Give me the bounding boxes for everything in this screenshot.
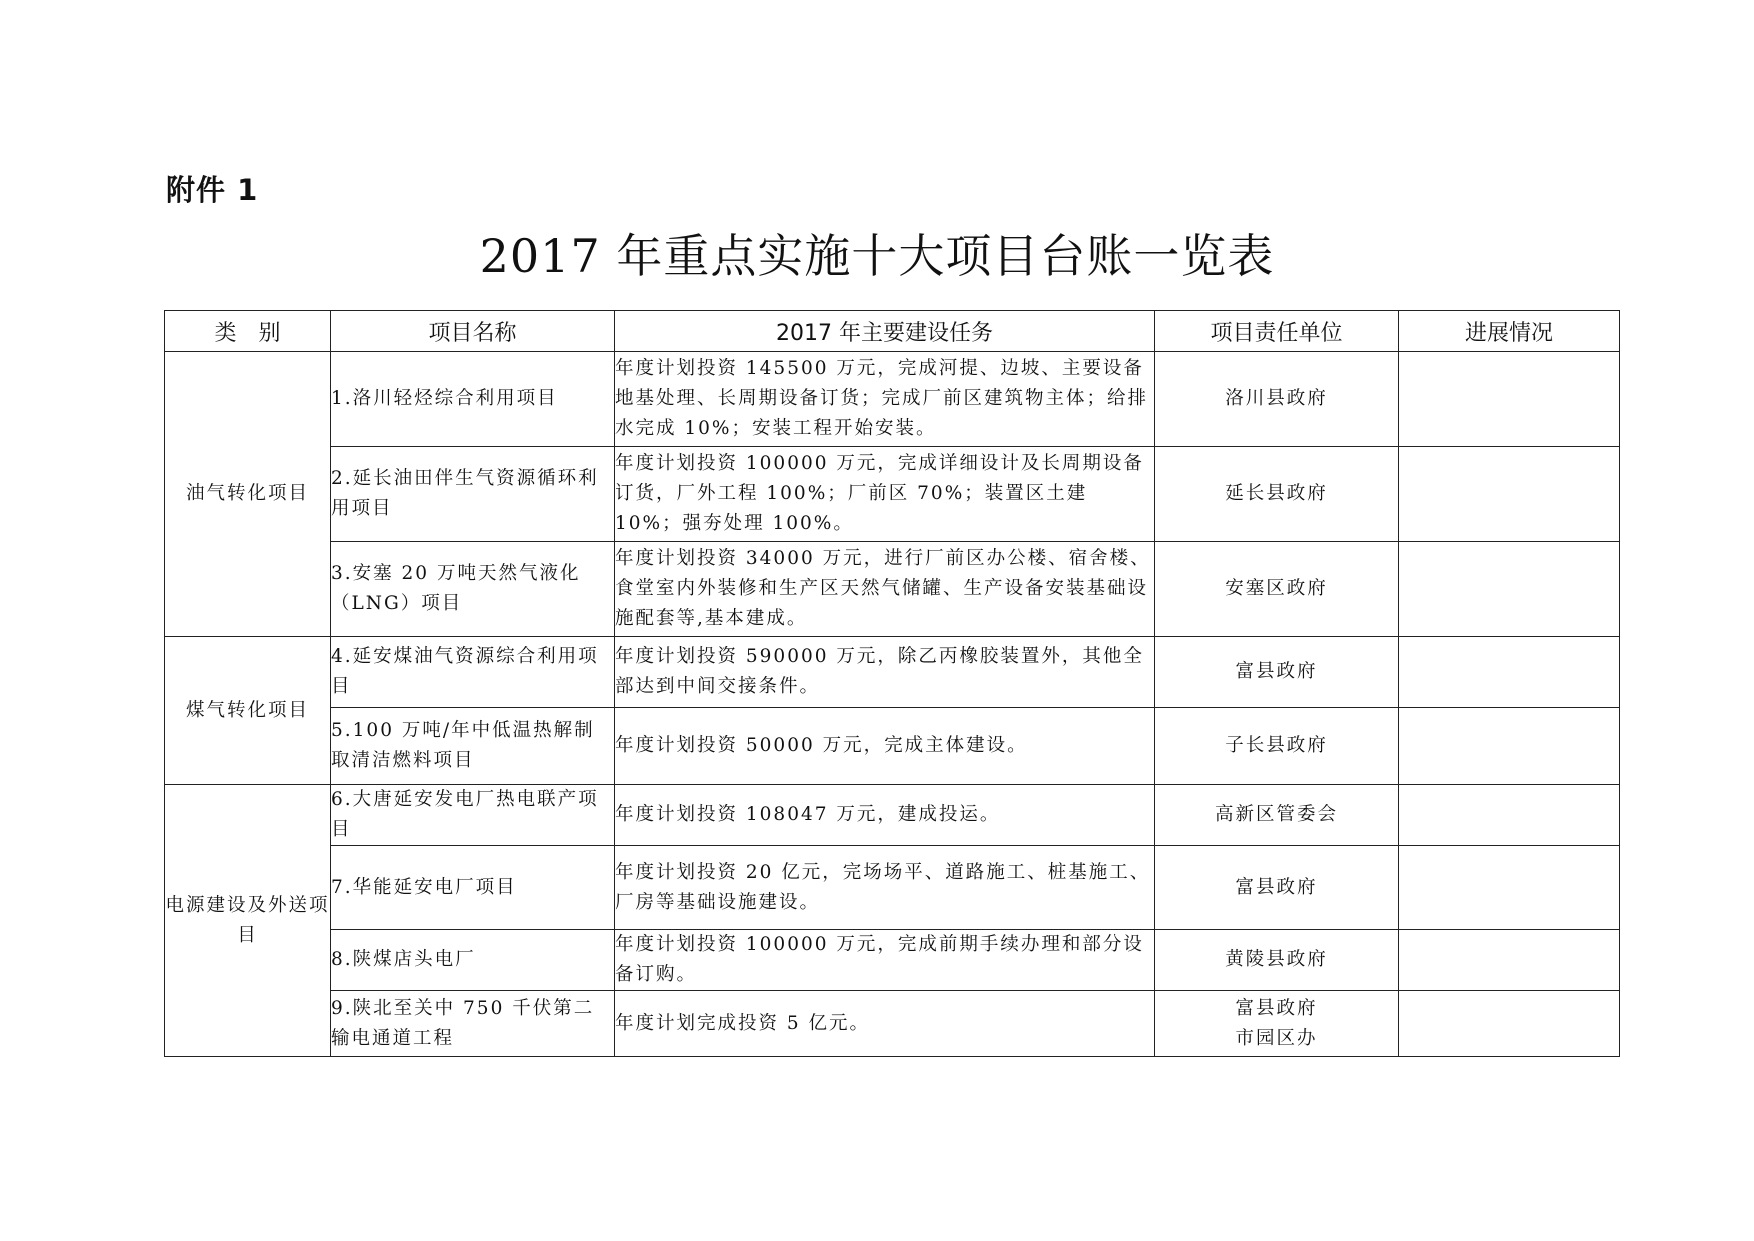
responsible-unit-cell: 延长县政府 xyxy=(1155,447,1399,542)
responsible-unit-cell: 富县政府 xyxy=(1155,846,1399,930)
category-cell: 煤气转化项目 xyxy=(165,637,331,785)
attachment-label: 附件 1 xyxy=(166,173,259,207)
table-body xyxy=(165,352,1620,1057)
table-row xyxy=(165,930,1620,991)
responsible-unit-line: 富县政府 xyxy=(1235,997,1318,1019)
task-cell: 年度计划投资 145500 万元，完成河提、边坡、主要设备地基处理、长周期设备订货；完成厂前区建筑物主体；给排水完成 10%；安装工程开始安装。 xyxy=(615,352,1155,447)
project-name-cell: 4.延安煤油气资源综合利用项目 xyxy=(331,637,615,708)
task-cell: 年度计划投资 50000 万元，完成主体建设。 xyxy=(615,708,1155,785)
table-row xyxy=(165,991,1620,1057)
task-cell: 年度计划投资 100000 万元，完成前期手续办理和部分设备订购。 xyxy=(615,930,1155,991)
table-header xyxy=(165,311,1620,352)
task-cell: 年度计划完成投资 5 亿元。 xyxy=(615,991,1155,1057)
responsible-unit-cell: 富县政府 xyxy=(1155,637,1399,708)
header-tasks: 2017 年主要建设任务 xyxy=(615,311,1155,352)
category-cell: 油气转化项目 xyxy=(165,352,331,637)
category-cell: 电源建设及外送项目 xyxy=(165,785,331,1057)
project-name-cell: 8.陕煤店头电厂 xyxy=(331,930,615,991)
task-cell: 年度计划投资 34000 万元，进行厂前区办公楼、宿舍楼、食堂室内外装修和生产区天然气储罐、生产设备安装基础设施配套等,基本建成。 xyxy=(615,542,1155,637)
project-name-cell: 7.华能延安电厂项目 xyxy=(331,846,615,930)
project-name-cell: 1.洛川轻烃综合利用项目 xyxy=(331,352,615,447)
task-cell: 年度计划投资 108047 万元，建成投运。 xyxy=(615,785,1155,846)
project-name-cell: 6.大唐延安发电厂热电联产项目 xyxy=(331,785,615,846)
task-cell: 年度计划投资 590000 万元，除乙丙橡胶装置外，其他全部达到中间交接条件。 xyxy=(615,637,1155,708)
progress-cell xyxy=(1399,637,1620,708)
project-name-cell: 5.100 万吨/年中低温热解制取清洁燃料项目 xyxy=(331,708,615,785)
progress-cell xyxy=(1399,708,1620,785)
table-row xyxy=(165,637,1620,708)
task-cell: 年度计划投资 100000 万元，完成详细设计及长周期设备订货，厂外工程 100%；厂前区 70%；装置区土建 10%；强夯处理 100%。 xyxy=(615,447,1155,542)
table-row xyxy=(165,785,1620,846)
progress-cell xyxy=(1399,542,1620,637)
responsible-unit-cell xyxy=(1155,991,1399,1057)
project-name-cell: 9.陕北至关中 750 千伏第二输电通道工程 xyxy=(331,991,615,1057)
table-row xyxy=(165,708,1620,785)
header-category: 类 别 xyxy=(165,311,331,352)
progress-cell xyxy=(1399,785,1620,846)
responsible-unit-line: 市园区办 xyxy=(1235,1027,1318,1049)
progress-cell xyxy=(1399,352,1620,447)
responsible-unit-cell: 安塞区政府 xyxy=(1155,542,1399,637)
document-title: 2017 年重点实施十大项目台账一览表 xyxy=(479,229,1275,283)
responsible-unit-cell: 高新区管委会 xyxy=(1155,785,1399,846)
header-progress: 进展情况 xyxy=(1399,311,1620,352)
header-responsible-unit: 项目责任单位 xyxy=(1155,311,1399,352)
responsible-unit-cell: 子长县政府 xyxy=(1155,708,1399,785)
header-project-name: 项目名称 xyxy=(331,311,615,352)
progress-cell xyxy=(1399,991,1620,1057)
progress-cell xyxy=(1399,930,1620,991)
table-row xyxy=(165,447,1620,542)
progress-cell xyxy=(1399,447,1620,542)
table-row xyxy=(165,846,1620,930)
project-ledger-table xyxy=(164,310,1620,1057)
responsible-unit-cell: 洛川县政府 xyxy=(1155,352,1399,447)
project-name-cell: 2.延长油田伴生气资源循环利用项目 xyxy=(331,447,615,542)
table-header-row xyxy=(165,311,1620,352)
project-name-cell: 3.安塞 20 万吨天然气液化（LNG）项目 xyxy=(331,542,615,637)
table-row xyxy=(165,352,1620,447)
task-cell: 年度计划投资 20 亿元，完场场平、道路施工、桩基施工、厂房等基础设施建设。 xyxy=(615,846,1155,930)
progress-cell xyxy=(1399,846,1620,930)
table-row xyxy=(165,542,1620,637)
responsible-unit-cell: 黄陵县政府 xyxy=(1155,930,1399,991)
